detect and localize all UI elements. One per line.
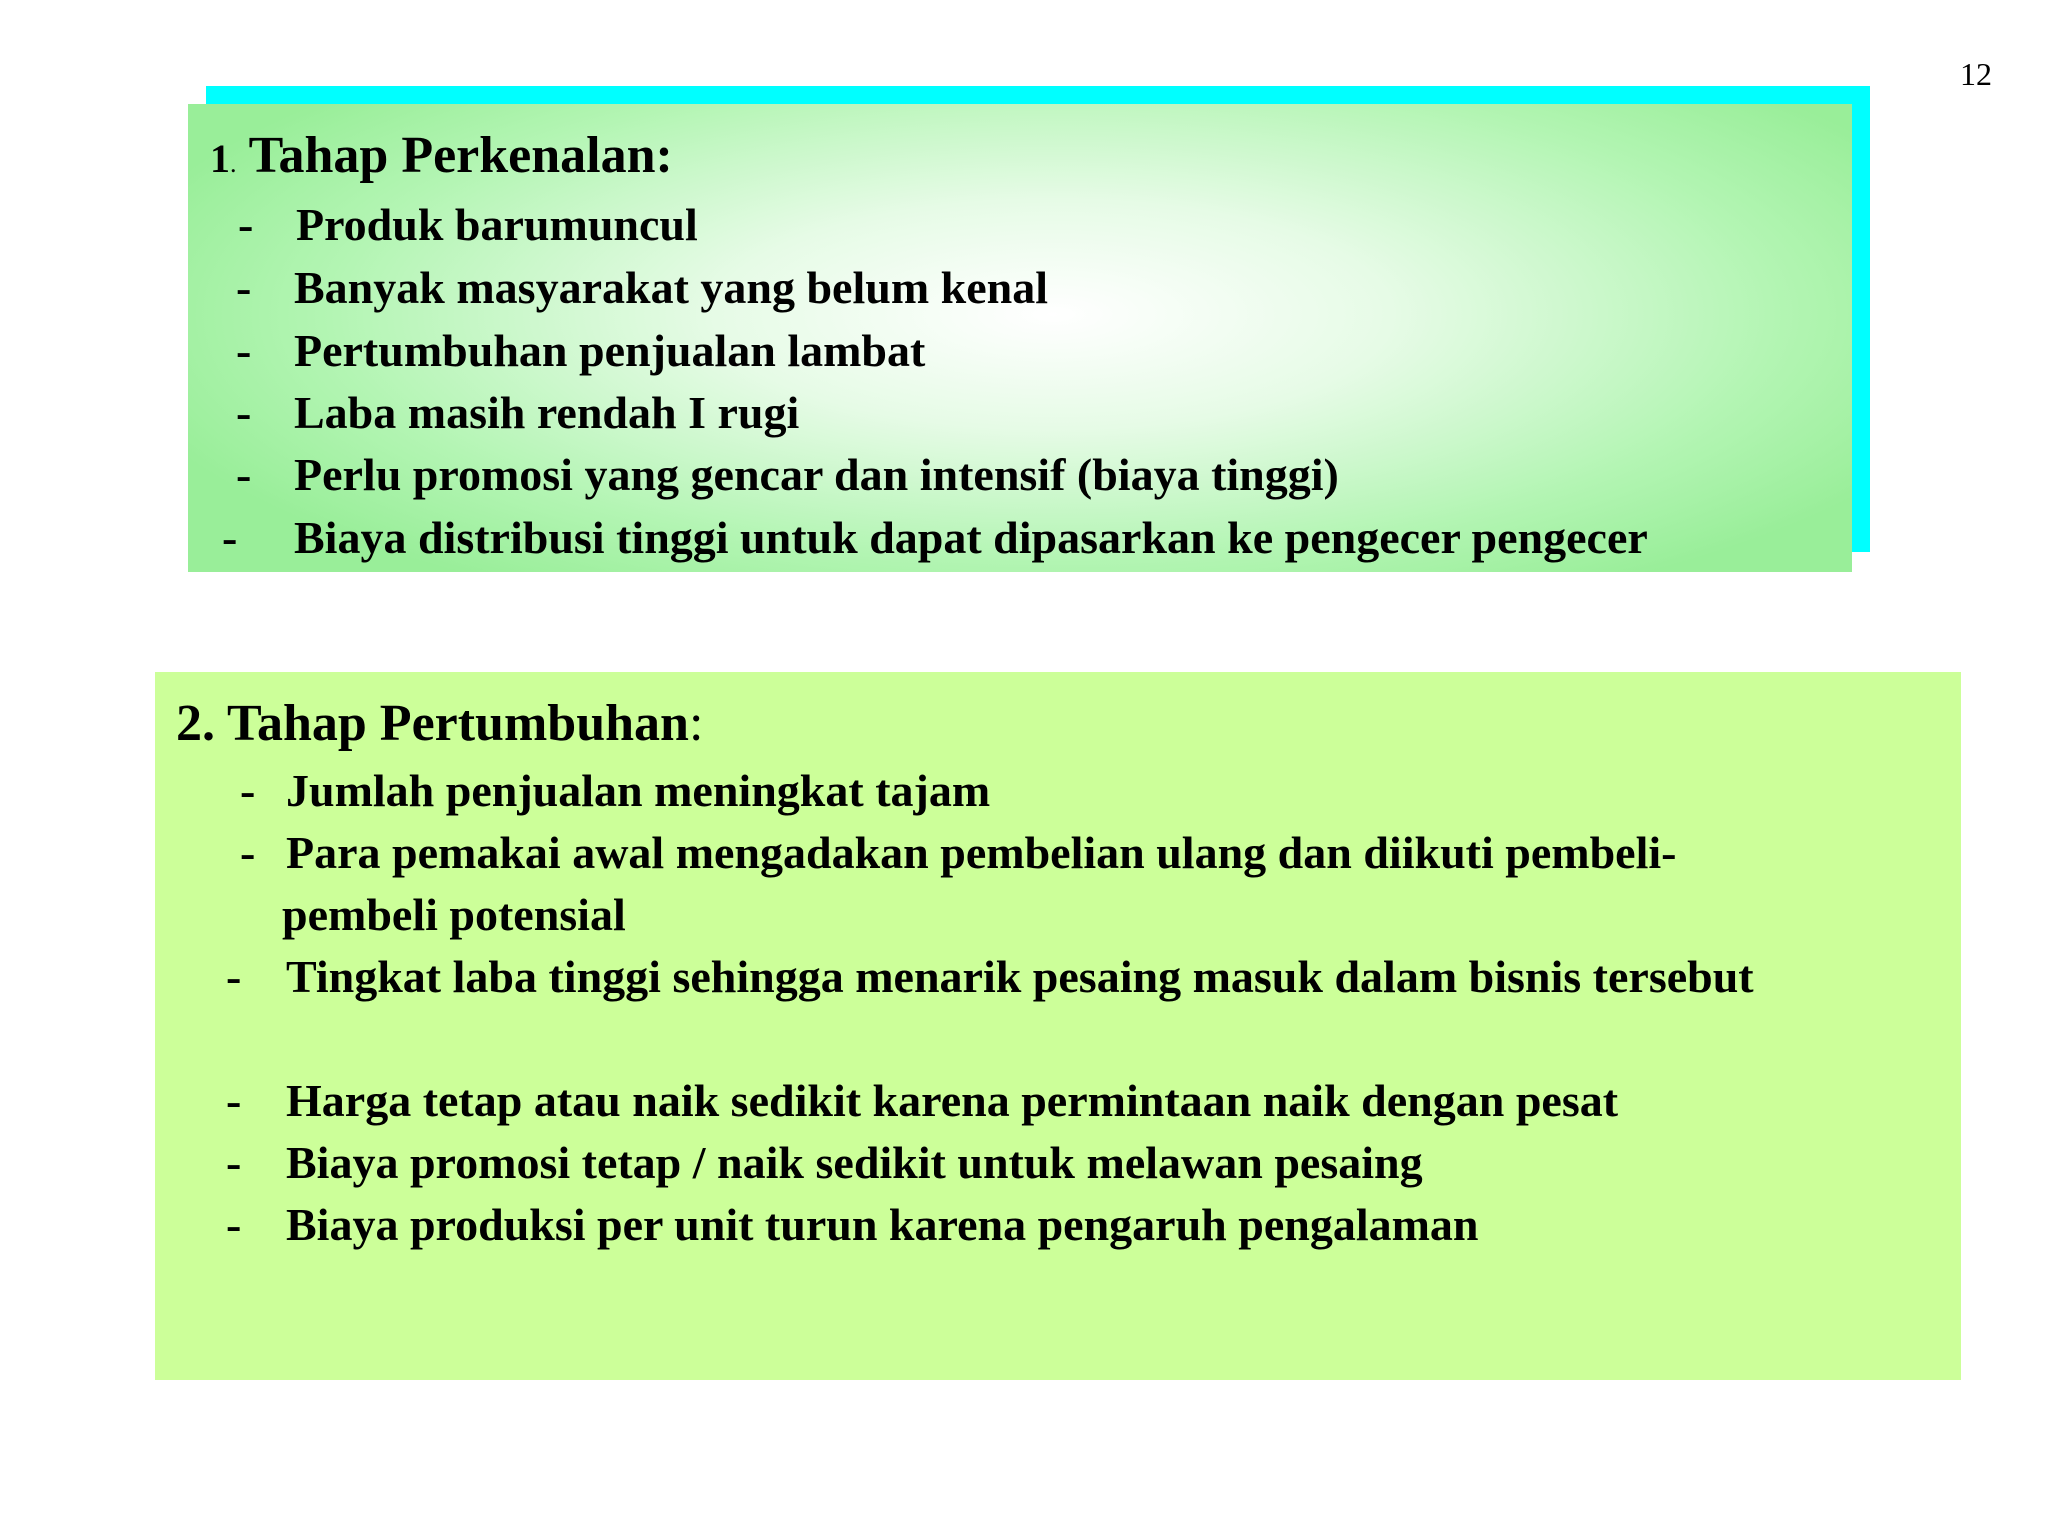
section2-item: Harga tetap atau naik sedikit karena permintaan naik dengan pesat — [286, 1075, 1619, 1126]
bullet-dash: - — [236, 325, 252, 376]
section2-item: Jumlah penjualan meningkat tajam — [286, 765, 991, 816]
section1-number-dot: . — [230, 149, 237, 178]
bullet-dash: - — [240, 827, 256, 878]
section1-item: Pertumbuhan penjualan lambat — [294, 325, 926, 376]
section2-colon: : — [688, 695, 704, 752]
section2-item: Biaya promosi tetap / naik sedikit untuk melawan pesaing — [286, 1137, 1423, 1188]
section1-item: Biaya distribusi tinggi untuk dapat dipasarkan ke pengecer pengecer — [294, 512, 1648, 563]
bullet-dash: - — [240, 765, 256, 816]
page-number: 12 — [1960, 56, 1992, 92]
bullet-dash: - — [236, 387, 252, 438]
section1-item: Banyak masyarakat yang belum kenal — [294, 262, 1049, 313]
section1-number: 1 — [210, 136, 230, 181]
section2-heading — [176, 695, 704, 752]
bullet-dash: - — [236, 262, 252, 313]
bullet-dash: - — [236, 449, 252, 500]
section1-item: Produk barumuncul — [296, 199, 698, 250]
bullet-dash: - — [226, 1199, 242, 1250]
bullet-dash: - — [222, 512, 238, 563]
section2-item-continuation: pembeli potensial — [282, 889, 626, 940]
bullet-dash: - — [238, 199, 254, 250]
section1-item: Perlu promosi yang gencar dan intensif (biaya tinggi) — [294, 449, 1339, 500]
bullet-dash: - — [226, 1137, 242, 1188]
section2-item: Tingkat laba tinggi sehingga menarik pesaing masuk dalam bisnis tersebut — [286, 951, 1754, 1002]
section2-item: Biaya produksi per unit turun karena pengaruh pengalaman — [286, 1199, 1479, 1250]
section1-item: Laba masih rendah I rugi — [294, 387, 800, 438]
section1-title: Tahap Perkenalan: — [248, 127, 673, 184]
section2-item: Para pemakai awal mengadakan pembelian ulang dan diikuti pembeli- — [286, 827, 1677, 878]
section2-title: 2. Tahap Pertumbuhan — [176, 695, 689, 752]
section1-heading — [210, 127, 673, 184]
bullet-dash: - — [226, 1075, 242, 1126]
bullet-dash: - — [226, 951, 242, 1002]
